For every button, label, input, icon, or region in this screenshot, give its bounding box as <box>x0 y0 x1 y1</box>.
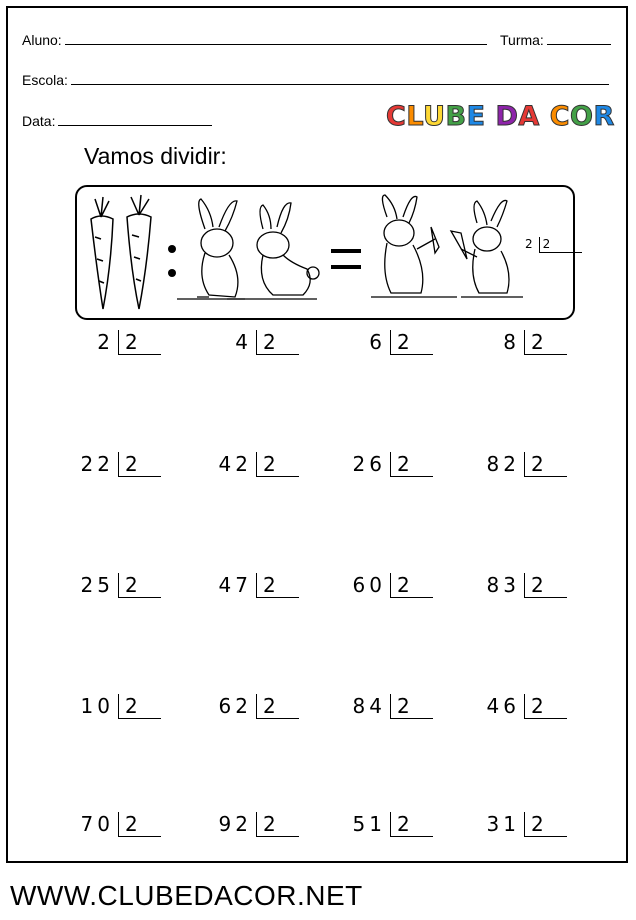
divisor-answer-box[interactable]: 2 <box>256 812 298 837</box>
dividend: 84 <box>352 694 386 718</box>
divisor-answer-box[interactable]: 2 <box>524 452 566 477</box>
rabbit-icon <box>257 203 319 295</box>
dividend: 22 <box>80 452 114 476</box>
school-label: Escola: <box>22 72 68 88</box>
student-label: Aluno: <box>22 32 62 48</box>
school-field[interactable] <box>22 72 609 88</box>
colon-dot-bottom <box>168 269 176 277</box>
class-label: Turma: <box>500 32 544 48</box>
divisor-answer-box[interactable]: 2 <box>524 812 566 837</box>
dividend: 92 <box>218 812 252 836</box>
equals-bar-top <box>331 249 361 253</box>
dividend: 2 <box>97 330 114 354</box>
divisor-answer-box[interactable]: 2 <box>524 573 566 598</box>
logo-letter: U <box>423 101 446 132</box>
logo-letter <box>540 101 550 132</box>
logo-letter: D <box>495 101 519 132</box>
division-problem <box>334 694 432 719</box>
example-dividend: 2 <box>525 237 535 251</box>
dividend: 70 <box>80 812 114 836</box>
dividend: 82 <box>486 452 520 476</box>
divisor-answer-box[interactable]: 2 <box>256 452 298 477</box>
division-problem <box>334 812 432 837</box>
division-problem <box>62 812 160 837</box>
dividend: 25 <box>80 573 114 597</box>
division-problem <box>468 694 566 719</box>
clube-da-cor-logo <box>386 101 615 132</box>
dividend: 6 <box>369 330 386 354</box>
divisor-answer-box[interactable]: 2 <box>524 330 566 355</box>
example-illustration <box>75 185 575 320</box>
date-field[interactable] <box>22 113 212 129</box>
rabbit-icon <box>177 199 317 299</box>
divisor-answer-box[interactable]: 2 <box>390 812 432 837</box>
division-problem <box>200 452 298 477</box>
colon-dot-top <box>168 245 176 253</box>
division-problem <box>334 573 432 598</box>
divisor-answer-box[interactable]: 2 <box>390 452 432 477</box>
dividend: 31 <box>486 812 520 836</box>
class-field[interactable] <box>500 32 611 48</box>
dividend: 4 <box>235 330 252 354</box>
worksheet-border <box>6 6 628 863</box>
divisor-answer-box[interactable]: 2 <box>118 330 160 355</box>
dividend: 51 <box>352 812 386 836</box>
division-problem <box>468 330 566 355</box>
school-line[interactable] <box>71 83 609 85</box>
divisor-answer-box[interactable]: 2 <box>118 812 160 837</box>
class-line[interactable] <box>547 43 611 45</box>
division-problem <box>468 573 566 598</box>
logo-letter: R <box>593 101 615 132</box>
divisor-answer-box[interactable]: 2 <box>390 330 432 355</box>
division-problem <box>200 330 298 355</box>
logo-letter <box>486 101 496 132</box>
logo-letter: C <box>386 101 407 132</box>
date-label: Data: <box>22 113 56 129</box>
date-line[interactable] <box>58 124 212 126</box>
logo-letter: A <box>518 101 540 132</box>
dividend: 46 <box>486 694 520 718</box>
division-problem <box>468 452 566 477</box>
dividend: 60 <box>352 573 386 597</box>
dividend: 62 <box>218 694 252 718</box>
division-problem <box>334 452 432 477</box>
example-result <box>525 237 567 253</box>
page-title: Vamos dividir: <box>84 143 227 169</box>
illustration-svg <box>77 187 573 318</box>
divisor-answer-box[interactable]: 2 <box>256 330 298 355</box>
division-problem <box>334 330 432 355</box>
divisor-answer-box[interactable]: 2 <box>118 452 160 477</box>
dividend: 47 <box>218 573 252 597</box>
divisor-answer-box[interactable]: 2 <box>524 694 566 719</box>
student-field[interactable] <box>22 32 487 48</box>
carrot-icon <box>91 197 113 309</box>
divisor-answer-box[interactable]: 2 <box>118 573 160 598</box>
division-problem <box>62 330 160 355</box>
division-problem <box>200 573 298 598</box>
divisor-answer-box[interactable]: 2 <box>118 694 160 719</box>
division-problem <box>62 694 160 719</box>
logo-letter: C <box>549 101 571 132</box>
rabbit-with-carrot-icon <box>451 200 523 297</box>
student-line[interactable] <box>65 43 487 45</box>
division-problem <box>200 812 298 837</box>
dividend: 10 <box>80 694 114 718</box>
divisor-answer-box[interactable]: 2 <box>390 694 432 719</box>
division-problem <box>200 694 298 719</box>
example-divisor: 2 <box>539 237 567 253</box>
divisor-answer-box[interactable]: 2 <box>390 573 432 598</box>
rabbit-with-carrot-icon <box>371 195 457 297</box>
divisor-answer-box[interactable]: 2 <box>256 694 298 719</box>
carrot-icon <box>127 195 151 309</box>
division-problem <box>62 452 160 477</box>
dividend: 83 <box>486 573 520 597</box>
dividend: 8 <box>503 330 520 354</box>
division-problem <box>62 573 160 598</box>
site-url-footer: WWW.CLUBEDACOR.NET <box>10 880 363 911</box>
logo-letter: E <box>466 101 486 132</box>
logo-letter: O <box>570 101 594 132</box>
dividend: 26 <box>352 452 386 476</box>
divisor-answer-box[interactable]: 2 <box>256 573 298 598</box>
dividend: 42 <box>218 452 252 476</box>
logo-letter: L <box>406 101 424 132</box>
division-problem <box>468 812 566 837</box>
logo-letter: B <box>445 101 467 132</box>
equals-bar-bottom <box>331 265 361 269</box>
